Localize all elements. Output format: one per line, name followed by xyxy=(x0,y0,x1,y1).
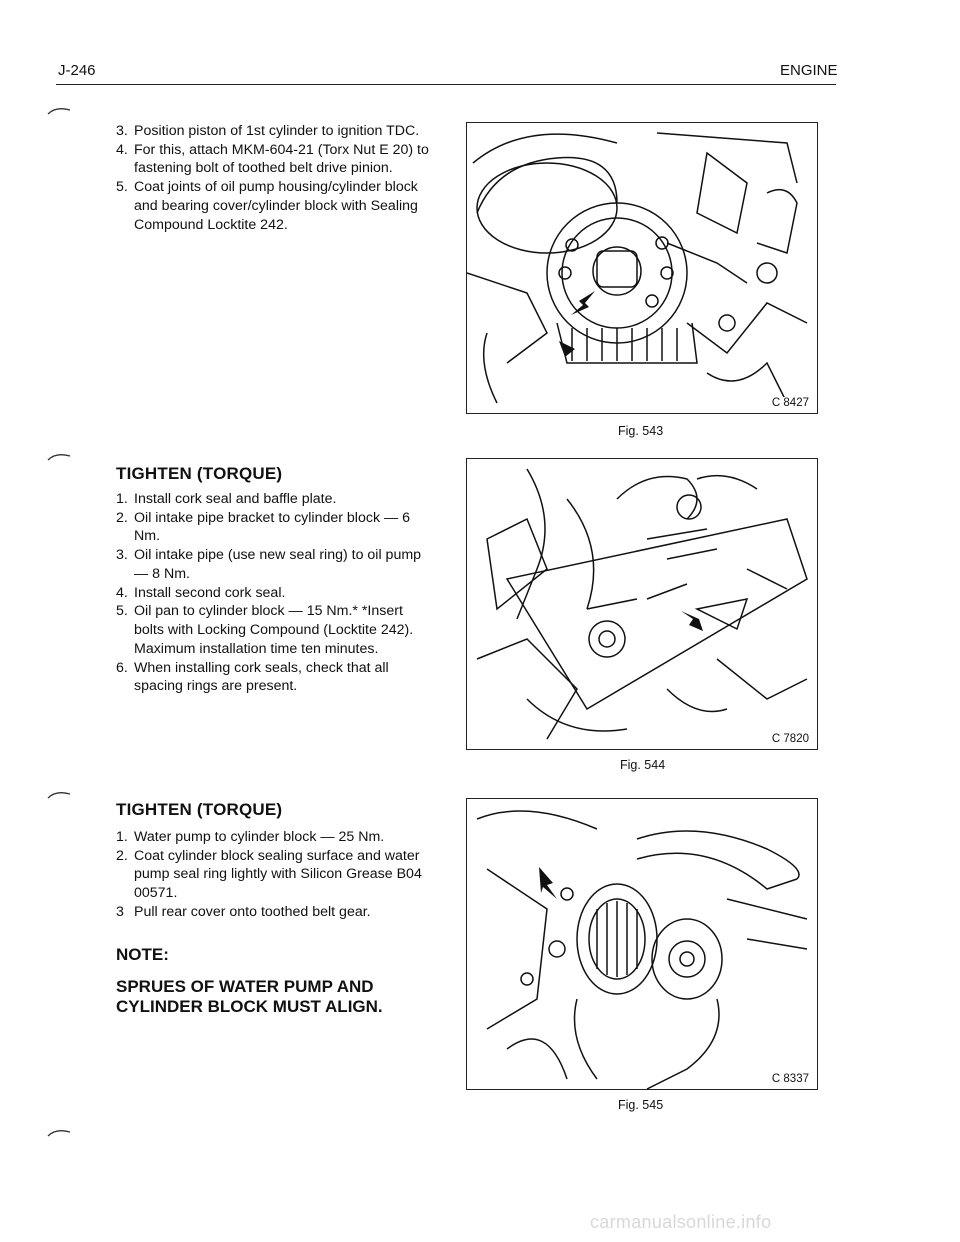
list-item: 5. Coat joints of oil pump housing/cylinder block and bearing cover/cylinder block with Sealing Compound Locktite 242. xyxy=(116,179,418,233)
margin-mark xyxy=(46,452,72,462)
list-item: 4. For this, attach MKM-604-21 (Torx Nut E 20) to fastening bolt of toothed belt drive pinion. xyxy=(116,141,429,177)
margin-mark xyxy=(46,1128,72,1138)
section-title: ENGINE xyxy=(780,62,838,79)
figure-code: C 8427 xyxy=(771,397,809,409)
steps-top xyxy=(116,122,436,234)
list-item: 3. Oil intake pipe (use new seal ring) to oil pump — 8 Nm. xyxy=(116,547,422,582)
margin-mark xyxy=(46,106,72,116)
list-item: 1. Install cork seal and baffle plate. xyxy=(116,491,337,507)
figure-code: C 7820 xyxy=(771,733,809,745)
figure-code: C 8337 xyxy=(771,1073,809,1085)
header-divider xyxy=(56,84,836,85)
torque-list-2 xyxy=(116,828,436,922)
list-item: 3. Position piston of 1st cylinder to ignition TDC. xyxy=(116,123,420,139)
figure-543-illustration xyxy=(466,122,818,414)
torque-list-1 xyxy=(116,490,436,696)
figure-caption: Fig. 544 xyxy=(620,758,666,772)
list-item: 2. Coat cylinder block sealing surface and water pump seal ring lightly with Silicon Grease B04 00571. xyxy=(116,847,422,902)
page-number: J-246 xyxy=(58,62,96,79)
list-item: 5. Oil pan to cylinder block — 15 Nm.* *Insert bolts with Locking Compound (Locktite 242). Maximum installation time ten minutes. xyxy=(116,603,414,657)
watermark: carmanualsonline.info xyxy=(590,1212,772,1232)
section-heading: TIGHTEN (TORQUE) xyxy=(116,800,283,819)
water-pump-drawing xyxy=(467,799,817,1089)
list-item: 1. Water pump to cylinder block — 25 Nm. xyxy=(116,829,385,845)
section-heading: TIGHTEN (TORQUE) xyxy=(116,464,283,483)
oil-pump-drawing xyxy=(467,123,817,413)
note-text: SPRUES OF WATER PUMP AND CYLINDER BLOCK MUST ALIGN. xyxy=(116,977,383,1017)
figure-caption: Fig. 543 xyxy=(618,424,664,438)
list-item: 3 Pull rear cover onto toothed belt gear. xyxy=(116,903,371,920)
note-label: NOTE: xyxy=(116,945,169,964)
margin-mark xyxy=(46,790,72,800)
list-item: 6. When installing cork seals, check that all spacing rings are present. xyxy=(116,659,389,695)
figure-544-illustration xyxy=(466,458,818,750)
figure-545-illustration xyxy=(466,798,818,1090)
oil-pan-drawing xyxy=(467,459,817,749)
figure-caption: Fig. 545 xyxy=(618,1098,664,1112)
list-item: 4. Install second cork seal. xyxy=(116,584,286,601)
list-item: 2. Oil intake pipe bracket to cylinder block — 6 Nm. xyxy=(116,509,410,545)
